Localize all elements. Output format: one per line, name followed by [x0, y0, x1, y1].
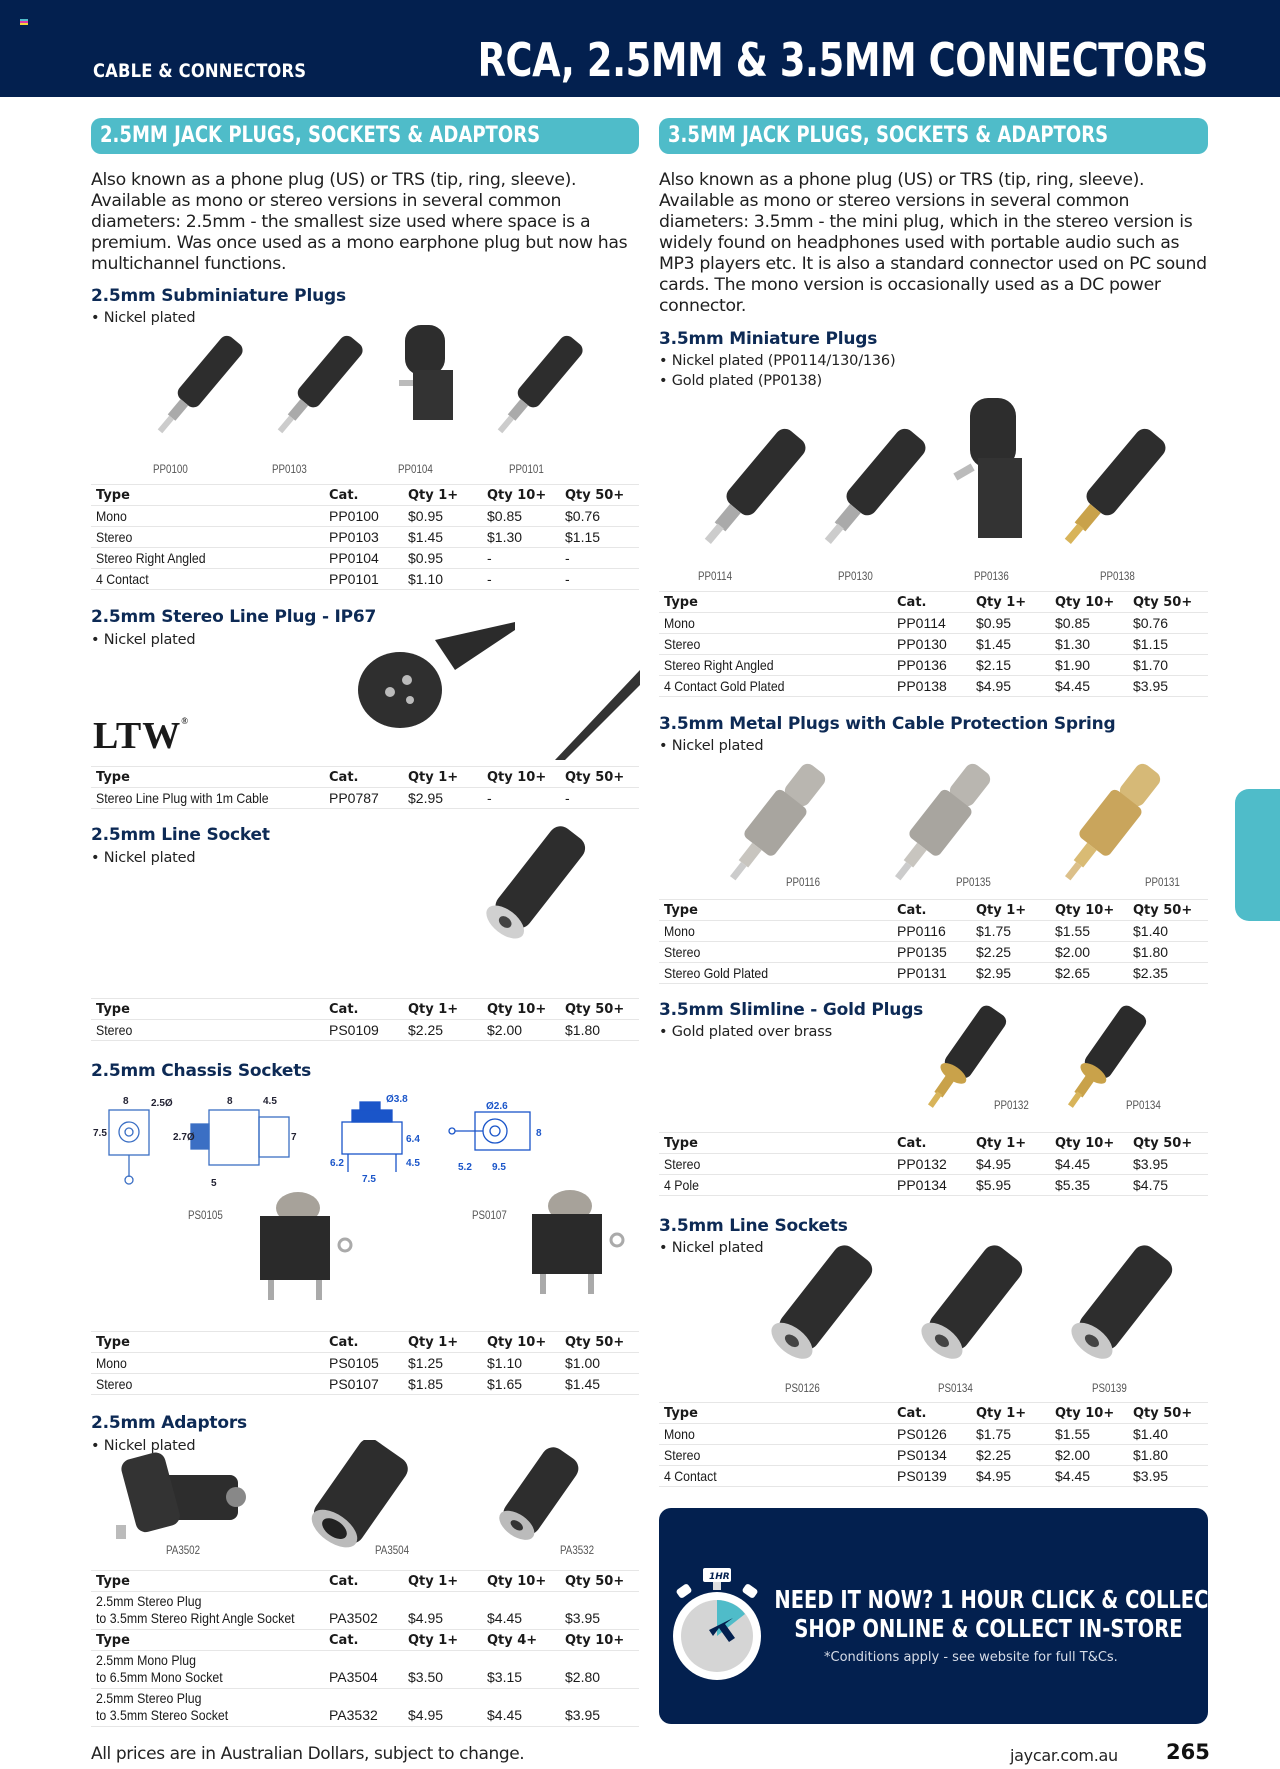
heading-adaptors: 2.5mm Adaptors: [91, 1413, 247, 1433]
price-table-line-socket: [91, 998, 639, 1041]
table-row: Stereo PP0103 $1.45 $1.30 $1.15: [91, 527, 639, 548]
price-table-miniature-plugs: [659, 591, 1208, 697]
bullet: • Nickel plated: [659, 1240, 764, 1256]
promo-headline: NEED IT NOW? 1 HOUR CLICK & COLLECT: [774, 1585, 1222, 1614]
svg-text:2.5Ø: 2.5Ø: [151, 1098, 173, 1109]
bullet: • Gold plated over brass: [659, 1024, 832, 1040]
bullet: • Nickel plated: [91, 850, 196, 866]
table-row: Mono PP0114 $0.95 $0.85 $0.76: [659, 613, 1208, 634]
bullet: • Nickel plated: [91, 1438, 196, 1454]
bullet: • Nickel plated: [91, 310, 196, 326]
ps0107-side-dimension-diagram: [330, 1092, 440, 1184]
price-table-stereo-line-plug: [91, 766, 639, 809]
product-code-label: PP0104: [398, 464, 433, 476]
table-row: 4 Pole PP0134 $5.95 $5.35 $4.75: [659, 1175, 1208, 1196]
svg-text:6.2: 6.2: [330, 1158, 344, 1169]
product-code-label: PA3502: [166, 1545, 201, 1557]
product-code-label: PA3532: [560, 1545, 595, 1557]
svg-text:7: 7: [291, 1132, 297, 1143]
svg-text:8: 8: [123, 1096, 129, 1107]
website-link[interactable]: jaycar.com.au: [1010, 1746, 1118, 1765]
heading-stereo-line-plug-ip67: 2.5mm Stereo Line Plug - IP67: [91, 607, 377, 627]
click-and-collect-promo[interactable]: [659, 1508, 1222, 1724]
ps0105-dimension-diagram: [91, 1092, 301, 1192]
product-code-label: PS0139: [1092, 1383, 1127, 1395]
product-code-label: PP0135: [956, 877, 991, 889]
table-row: 4 Contact PS0139 $4.95 $4.45 $3.95: [659, 1466, 1208, 1487]
table-header-row: Type Cat. Qty 1+ Qty 10+ Qty 50+: [659, 1133, 1208, 1154]
section-label: CABLE & CONNECTORS: [93, 60, 307, 82]
svg-text:8: 8: [536, 1128, 542, 1139]
product-code-label: PP0130: [838, 571, 873, 583]
table-row: Stereo PS0134 $2.25 $2.00 $1.80: [659, 1445, 1208, 1466]
product-code-label: PP0101: [509, 464, 544, 476]
svg-text:5.2: 5.2: [458, 1162, 472, 1173]
table-row: Stereo Right Angled PP0104 $0.95 - -: [91, 548, 639, 569]
table-header-row: Type Cat. Qty 1+ Qty 10+ Qty 50+: [91, 1332, 639, 1353]
svg-text:6.4: 6.4: [406, 1134, 420, 1145]
heading-miniature-plugs: 3.5mm Miniature Plugs: [659, 329, 878, 349]
price-table-subminiature-plugs: [91, 484, 639, 590]
heading-line-socket: 2.5mm Line Socket: [91, 825, 270, 845]
table-row: Stereo PS0109 $2.25 $2.00 $1.80: [91, 1020, 639, 1041]
product-code-label: PP0132: [994, 1100, 1029, 1112]
table-header-row: Type Cat. Qty 1+ Qty 4+ Qty 10+: [91, 1630, 639, 1651]
intro-3-5mm: Also known as a phone plug (US) or TRS (tip, ring, sleeve). Available as mono or stereo versions in several common diameters: 3.5mm - the mini plug, which in the stereo version is widely found on headphones used with portable audio such as MP3 players etc. It is also a standard connector used on PC sound cards. The mono version is occasionally used as a DC power connector.: [659, 170, 1207, 316]
ps0107-front-dimension-diagram: [440, 1100, 550, 1180]
svg-text:7.5: 7.5: [93, 1128, 107, 1139]
price-table-line-sockets: [659, 1402, 1208, 1487]
svg-text:4.5: 4.5: [406, 1158, 420, 1169]
heading-slimline-gold-plugs: 3.5mm Slimline - Gold Plugs: [659, 1000, 924, 1020]
table-row: Mono PS0105 $1.25 $1.10 $1.00: [91, 1353, 639, 1374]
stereo-line-plug-photo: [355, 620, 640, 760]
table-header-row: Type Cat. Qty 1+ Qty 10+ Qty 50+: [659, 1403, 1208, 1424]
heading-chassis-sockets: 2.5mm Chassis Sockets: [91, 1061, 312, 1081]
table-row: 4 Contact Gold Plated PP0138 $4.95 $4.45 $3.95: [659, 676, 1208, 697]
product-code-label: PA3504: [375, 1545, 410, 1557]
table-header-row: Type Cat. Qty 1+ Qty 10+ Qty 50+: [91, 767, 639, 788]
ps0105-photo: [250, 1190, 360, 1310]
product-code-label: PS0126: [785, 1383, 820, 1395]
table-row: Stereo PP0135 $2.25 $2.00 $1.80: [659, 942, 1208, 963]
bullet: • Nickel plated (PP0114/130/136): [659, 353, 896, 369]
metal-plugs-photo: [705, 755, 1205, 890]
banner-2-5mm: 2.5MM JACK PLUGS, SOCKETS & ADAPTORS: [91, 118, 639, 154]
table-row: 2.5mm Stereo Plug to 3.5mm Stereo Right Angle Socket PA3502 $4.95 $4.45 $3.95: [91, 1592, 639, 1630]
svg-text:8: 8: [227, 1096, 233, 1107]
page-header: [0, 0, 1280, 97]
svg-text:5: 5: [211, 1178, 217, 1189]
page-number: 265: [1166, 1740, 1210, 1764]
product-code-label: PS0107: [472, 1210, 507, 1222]
svg-text:9.5: 9.5: [492, 1162, 506, 1173]
svg-text:Ø2.6: Ø2.6: [486, 1101, 508, 1112]
table-row: Stereo Right Angled PP0136 $2.15 $1.90 $1.70: [659, 655, 1208, 676]
miniature-plugs-photo: [680, 398, 1200, 563]
price-disclaimer: All prices are in Australian Dollars, subject to change.: [91, 1744, 525, 1764]
table-row: Stereo PS0107 $1.85 $1.65 $1.45: [91, 1374, 639, 1395]
table-header-row: Type Cat. Qty 1+ Qty 10+ Qty 50+: [659, 592, 1208, 613]
banner-3-5mm: 3.5MM JACK PLUGS, SOCKETS & ADAPTORS: [659, 118, 1208, 154]
heading-metal-plugs-spring: 3.5mm Metal Plugs with Cable Protection Spring: [659, 714, 1116, 734]
line-socket-photo: [460, 822, 610, 962]
product-code-label: PP0100: [153, 464, 188, 476]
line-sockets-photo: [755, 1238, 1195, 1378]
table-header-row: Type Cat. Qty 1+ Qty 10+ Qty 50+: [91, 999, 639, 1020]
table-row: Mono PP0100 $0.95 $0.85 $0.76: [91, 506, 639, 527]
adaptors-photo: [108, 1440, 628, 1550]
ps0107-photo: [522, 1188, 632, 1303]
heading-subminiature-plugs: 2.5mm Subminiature Plugs: [91, 286, 346, 306]
price-table-adaptors: [91, 1570, 639, 1727]
promo-terms: *Conditions apply - see website for full T&Cs.: [824, 1650, 1118, 1665]
bullet: • Gold plated (PP0138): [659, 373, 822, 389]
promo-subheadline: SHOP ONLINE & COLLECT IN-STORE: [794, 1614, 1183, 1643]
price-table-chassis-sockets: [91, 1331, 639, 1395]
table-row: Mono PS0126 $1.75 $1.55 $1.40: [659, 1424, 1208, 1445]
product-code-label: PP0134: [1126, 1100, 1161, 1112]
heading-line-sockets: 3.5mm Line Sockets: [659, 1216, 848, 1236]
table-row: 2.5mm Stereo Plug to 3.5mm Stereo Socket PA3532 $4.95 $4.45 $3.95: [91, 1689, 639, 1727]
stopwatch-icon: [669, 1566, 765, 1684]
table-row: 4 Contact PP0101 $1.10 - -: [91, 569, 639, 590]
subminiature-plugs-photo: [115, 325, 615, 460]
svg-text:2.7Ø: 2.7Ø: [173, 1132, 195, 1143]
table-row: Stereo Line Plug with 1m Cable PP0787 $2.95 - -: [91, 788, 639, 809]
bullet: • Nickel plated: [91, 632, 196, 648]
product-code-label: PP0116: [786, 877, 821, 889]
page-title: RCA, 2.5MM & 3.5MM CONNECTORS: [477, 33, 1208, 87]
svg-text:1HR: 1HR: [709, 1572, 730, 1582]
side-index-tab: [1235, 789, 1280, 921]
ltw-brand-logo: LTW®: [93, 715, 189, 757]
table-row: Stereo PP0132 $4.95 $4.45 $3.95: [659, 1154, 1208, 1175]
svg-text:Ø3.8: Ø3.8: [386, 1094, 408, 1105]
product-code-label: PP0131: [1145, 877, 1180, 889]
product-code-label: PS0134: [938, 1383, 973, 1395]
table-header-row: Type Cat. Qty 1+ Qty 10+ Qty 50+: [91, 485, 639, 506]
price-table-metal-plugs: [659, 899, 1208, 984]
table-header-row: Type Cat. Qty 1+ Qty 10+ Qty 50+: [91, 1571, 639, 1592]
intro-2-5mm: Also known as a phone plug (US) or TRS (tip, ring, sleeve). Available as mono or stereo versions in several common diameters: 2.5mm - the smallest size used where space is a premium. Was once used as a mono earphone plug but now has multichannel functions.: [91, 170, 628, 274]
product-code-label: PP0103: [272, 464, 307, 476]
registration-mark-icon: [20, 19, 28, 27]
table-row: Mono PP0116 $1.75 $1.55 $1.40: [659, 921, 1208, 942]
product-code-label: PS0105: [188, 1210, 223, 1222]
table-row: Stereo PP0130 $1.45 $1.30 $1.15: [659, 634, 1208, 655]
product-code-label: PP0138: [1100, 571, 1135, 583]
table-row: Stereo Gold Plated PP0131 $2.95 $2.65 $2.35: [659, 963, 1208, 984]
svg-text:7.5: 7.5: [362, 1174, 376, 1184]
product-code-label: PP0136: [974, 571, 1009, 583]
table-row: 2.5mm Mono Plug to 6.5mm Mono Socket PA3504 $3.50 $3.15 $2.80: [91, 1651, 639, 1689]
price-table-slimline-gold-plugs: [659, 1132, 1208, 1196]
svg-text:4.5: 4.5: [263, 1096, 277, 1107]
table-header-row: Type Cat. Qty 1+ Qty 10+ Qty 50+: [659, 900, 1208, 921]
product-code-label: PP0114: [698, 571, 733, 583]
bullet: • Nickel plated: [659, 738, 764, 754]
